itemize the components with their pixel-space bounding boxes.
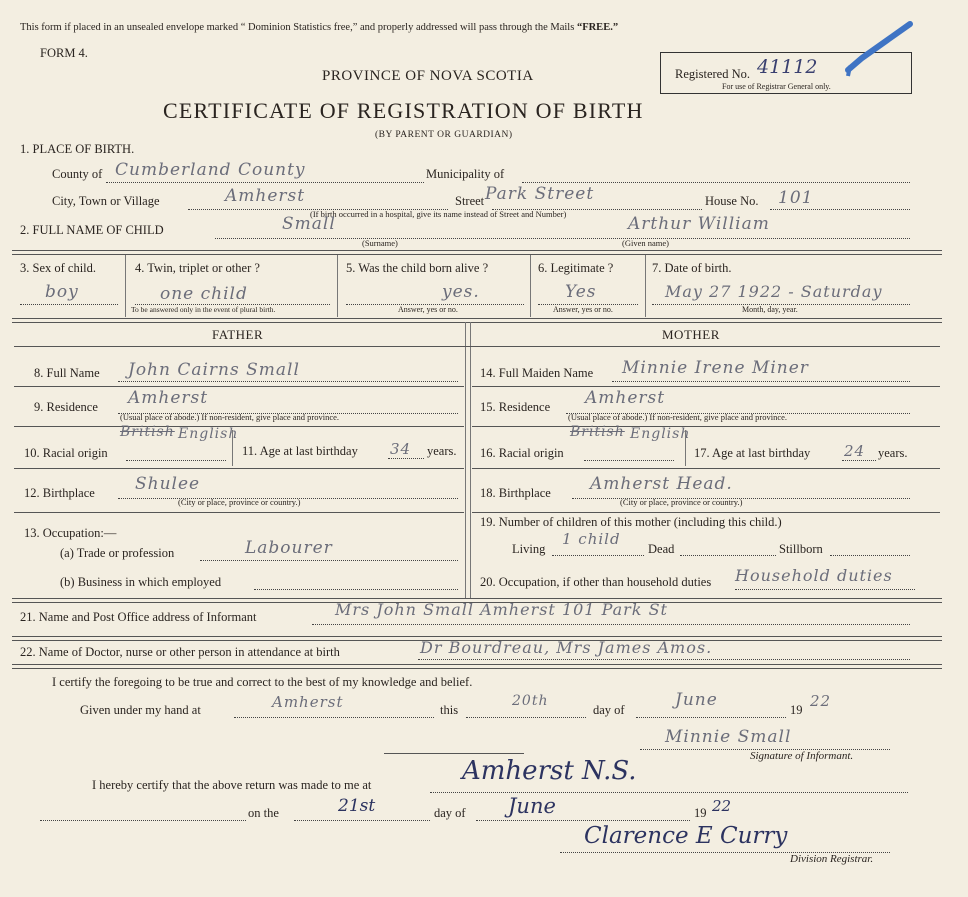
registered-number[interactable]: 41112 (757, 56, 818, 78)
certify-year-field[interactable]: 22 (810, 692, 832, 710)
mother-age-label: 17. Age at last birthday (694, 446, 811, 460)
father-racial-struck: British (120, 424, 175, 440)
mother-racial-label: 16. Racial origin (480, 446, 564, 460)
doctor-field[interactable]: Dr Bourdreau, Mrs James Amos. (420, 638, 713, 657)
house-label: House No. (705, 194, 759, 208)
registrar-on-the: on the (248, 806, 279, 820)
postal-note: This form if placed in an unsealed envelope marked “ Dominion Statistics free,” and properly addressed will pass through the Mails “FREE.” (20, 22, 619, 33)
date-note: Month, day, year. (742, 305, 798, 314)
mother-name-label: 14. Full Maiden Name (480, 366, 594, 380)
divider (12, 318, 942, 323)
father-birthplace-note: (City or place, province or country.) (178, 497, 301, 507)
divider (12, 250, 942, 255)
mother-heading: MOTHER (662, 327, 720, 342)
alive-label: 5. Was the child born alive ? (346, 261, 489, 275)
informant-label: 21. Name and Post Office address of Informant (20, 610, 257, 624)
registered-label: Registered No. (675, 67, 750, 81)
registrar-day-field[interactable]: 21st (338, 796, 376, 816)
twin-field[interactable]: one child (160, 284, 248, 304)
registrar-place-field[interactable]: Amherst N.S. (462, 756, 637, 786)
mother-racial-field[interactable]: English (630, 426, 691, 442)
mother-residence-label: 15. Residence (480, 400, 551, 414)
county-label: County of (52, 167, 103, 181)
house-field[interactable]: 101 (778, 188, 814, 208)
father-birthplace-field[interactable]: Shulee (135, 474, 201, 494)
father-age-label: 11. Age at last birthday (242, 444, 358, 458)
city-field[interactable]: Amherst (225, 186, 306, 206)
legitimate-note: Answer, yes or no. (553, 305, 613, 314)
mother-age-field[interactable]: 24 (844, 442, 866, 460)
this-label: this (440, 703, 459, 717)
certify-day-field[interactable]: 20th (512, 693, 549, 709)
place-heading: 1. PLACE OF BIRTH. (20, 142, 135, 156)
father-racial-label: 10. Racial origin (24, 446, 108, 460)
mother-racial-struck: British (570, 424, 625, 440)
father-age-unit: years. (427, 444, 457, 458)
divider (12, 664, 942, 669)
father-residence-field[interactable]: Amherst (128, 388, 209, 408)
father-residence-label: 9. Residence (34, 400, 98, 414)
registrar-use-note: For use of Registrar General only. (722, 82, 831, 91)
certify-day-of: day of (593, 703, 625, 717)
informant-signature-caption: Signature of Informant. (750, 750, 854, 762)
alive-field[interactable]: yes. (442, 282, 480, 302)
legitimate-field[interactable]: Yes (565, 282, 597, 302)
given-name-caption: (Given name) (622, 238, 669, 248)
legitimate-label: 6. Legitimate ? (538, 261, 614, 275)
hospital-note: (If birth occurred in a hospital, give its name instead of Street and Number) (310, 209, 567, 219)
certify-year-prefix: 19 (790, 703, 803, 717)
registrar-month-field[interactable]: June (508, 794, 556, 818)
mother-residence-note: (Usual place of abode.) If non-resident, give place and province. (568, 412, 788, 422)
certify-statement: I certify the foregoing to be true and correct to the best of my knowledge and belief. (52, 675, 473, 689)
mother-children-label: 19. Number of children of this mother (including this child.) (480, 515, 782, 529)
dead-label: Dead (648, 542, 675, 556)
child-given-name-field[interactable]: Arthur William (628, 214, 770, 234)
father-racial-field[interactable]: English (178, 426, 239, 442)
registrar-year-prefix: 19 (694, 806, 707, 820)
father-residence-note: (Usual place of abode.) If non-resident, give place and province. (120, 412, 340, 422)
child-name-label: 2. FULL NAME OF CHILD (20, 223, 164, 237)
certificate-title: CERTIFICATE OF REGISTRATION OF BIRTH (163, 98, 644, 123)
certificate-subtitle: (BY PARENT OR GUARDIAN) (375, 130, 513, 140)
street-field[interactable]: Park Street (485, 184, 595, 204)
twin-note: To be answered only in the event of plural birth. (131, 305, 276, 314)
surname-caption: (Surname) (362, 238, 398, 248)
sex-field[interactable]: boy (45, 282, 79, 302)
registrar-statement: I hereby certify that the above return was made to me at (92, 778, 372, 792)
father-name-label: 8. Full Name (34, 366, 100, 380)
living-label: Living (512, 542, 546, 556)
mother-residence-field[interactable]: Amherst (585, 388, 666, 408)
province-title: PROVINCE OF NOVA SCOTIA (322, 68, 534, 84)
registrar-caption: Division Registrar. (790, 853, 874, 865)
alive-note: Answer, yes or no. (398, 305, 458, 314)
business-label: (b) Business in which employed (60, 575, 222, 589)
informant-field[interactable]: Mrs John Small Amherst 101 Park St (335, 600, 668, 619)
registrar-day-of: day of (434, 806, 466, 820)
father-heading: FATHER (212, 327, 264, 342)
father-birthplace-label: 12. Birthplace (24, 486, 95, 500)
street-label: Street (455, 194, 485, 208)
checkmark-icon (840, 18, 920, 78)
municipality-label: Municipality of (426, 167, 505, 181)
father-name-field[interactable]: John Cairns Small (128, 360, 300, 380)
mother-birthplace-label: 18. Birthplace (480, 486, 551, 500)
registrar-year-field[interactable]: 22 (712, 797, 732, 815)
sex-label: 3. Sex of child. (20, 261, 97, 275)
father-occupation-label: 13. Occupation:— (24, 526, 117, 540)
mother-birthplace-field[interactable]: Amherst Head. (590, 474, 733, 494)
county-field[interactable]: Cumberland County (115, 160, 306, 180)
mother-name-field[interactable]: Minnie Irene Miner (622, 358, 809, 378)
stillborn-label: Stillborn (779, 542, 823, 556)
city-label: City, Town or Village (52, 194, 160, 208)
child-surname-field[interactable]: Small (282, 214, 336, 234)
mother-occupation-field[interactable]: Household duties (735, 566, 893, 585)
given-label: Given under my hand at (80, 703, 201, 717)
birth-date-field[interactable]: May 27 1922 - Saturday (665, 282, 883, 301)
trade-label: (a) Trade or profession (60, 546, 175, 560)
doctor-label: 22. Name of Doctor, nurse or other person in attendance at birth (20, 645, 340, 659)
mother-age-unit: years. (878, 446, 908, 460)
registrar-signature[interactable]: Clarence E Curry (584, 823, 788, 849)
twin-label: 4. Twin, triplet or other ? (135, 261, 260, 275)
certify-place-field[interactable]: Amherst (272, 693, 344, 711)
date-label: 7. Date of birth. (652, 261, 732, 275)
certify-month-field[interactable]: June (675, 690, 718, 710)
form-number: FORM 4. (40, 46, 88, 60)
father-age-field[interactable]: 34 (390, 440, 412, 458)
living-field[interactable]: 1 child (562, 530, 621, 548)
mother-occupation-label: 20. Occupation, if other than household duties (480, 575, 712, 589)
mother-birthplace-note: (City or place, province or country.) (620, 497, 743, 507)
trade-field[interactable]: Labourer (245, 538, 333, 558)
informant-signature[interactable]: Minnie Small (665, 727, 792, 747)
